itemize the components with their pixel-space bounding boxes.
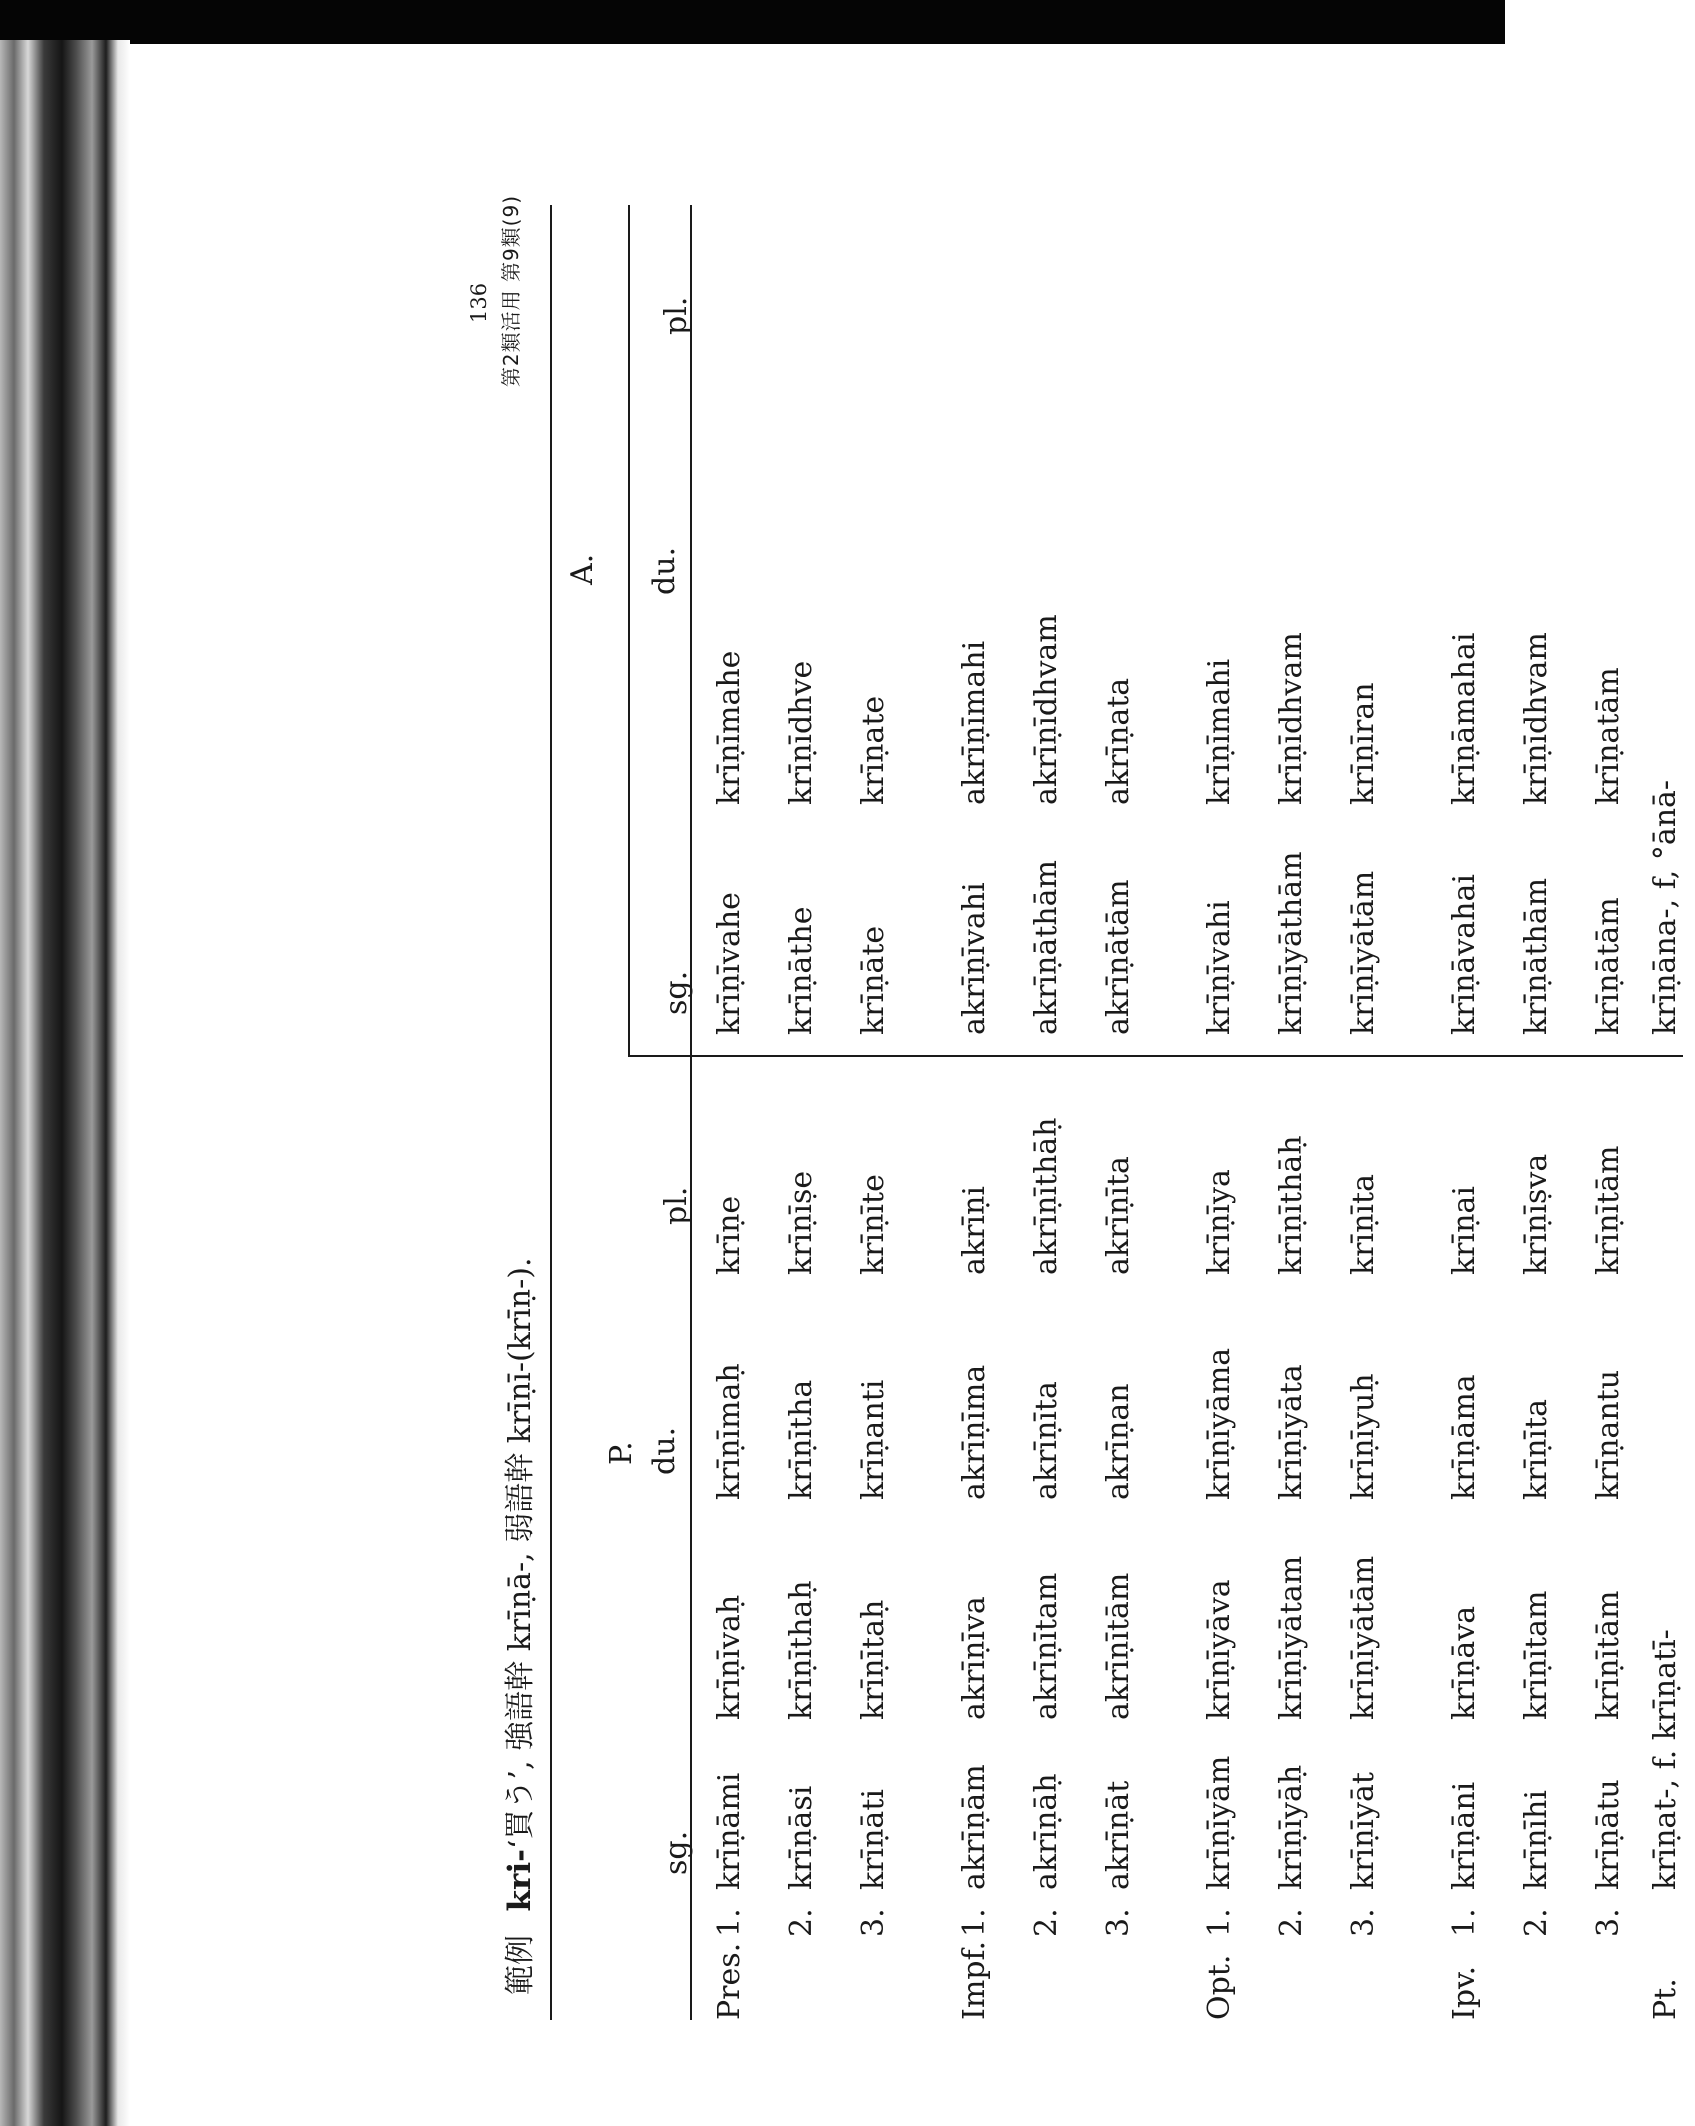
tense-label: Opt.: [1202, 1954, 1237, 2020]
verb-form: krīṇīvaḥ: [712, 1594, 747, 1720]
verb-form: akrīṇīdhvam: [1029, 614, 1064, 805]
verb-form: akrīṇātām: [1101, 879, 1136, 1035]
verb-form: krīṇīṣe: [784, 1170, 819, 1275]
verb-form: krīṇāthām: [1519, 877, 1554, 1035]
verb-form: krīṇīya: [1202, 1169, 1237, 1275]
verb-form: akrīṇīmahi: [957, 640, 992, 805]
verb-form: krīṇatām: [1591, 667, 1626, 805]
scan-top-edge: [0, 0, 1505, 44]
verb-form: krīṇāmahai: [1447, 632, 1482, 805]
verb-form: krīṇīthāḥ: [1274, 1135, 1309, 1275]
verb-form: krīṇīdhvam: [1274, 632, 1309, 805]
verb-form: krīṇantu: [1591, 1369, 1626, 1500]
verb-form: krīṇīte: [856, 1174, 891, 1275]
person-number: 1.: [957, 1908, 992, 1937]
verb-form: krīṇīmahe: [712, 650, 747, 805]
rotated-page-content: [467, 195, 1695, 2055]
verb-form: akrīṇītam: [1029, 1572, 1064, 1720]
person-number: 1.: [1447, 1908, 1482, 1937]
verb-form: krīṇāva: [1447, 1605, 1482, 1720]
title-label: 範例: [503, 1935, 538, 1995]
person-number: 3.: [1346, 1908, 1381, 1937]
column-header: sg.: [659, 970, 694, 1015]
participle-label: Pt.: [1648, 1978, 1683, 2020]
verb-form: krīṇīta: [1519, 1399, 1554, 1500]
conjugation-table: [475, 195, 1695, 2055]
person-number: 2.: [784, 1908, 819, 1937]
verb-form: akrīṇan: [1101, 1383, 1136, 1500]
verb-form: krīṇīthaḥ: [784, 1580, 819, 1720]
strong-stem: krīṇā-,: [503, 1552, 538, 1652]
verb-form: krīṇai: [1447, 1186, 1482, 1275]
verb-form: krīṇīyātām: [1346, 1555, 1381, 1720]
verb-form: krīṇīyāḥ: [1274, 1764, 1309, 1890]
verb-form: krīṇanti: [856, 1379, 891, 1500]
verb-form: krīṇītām: [1591, 1145, 1626, 1275]
participle-middle: krīṇāna-, f, °ānā-: [1648, 779, 1683, 1035]
verb-form: krīṇītām: [1591, 1590, 1626, 1720]
verb-form: akrīṇāthām: [1029, 860, 1064, 1035]
atmanepada-header-rule: [628, 205, 630, 1055]
title-root: kri-: [502, 1848, 538, 1912]
verb-form: krīṇīyātām: [1346, 870, 1381, 1035]
strong-stem-label: 強語幹: [503, 1660, 538, 1751]
verb-form: akrīṇīva: [957, 1596, 992, 1720]
verb-form: krīṇīmahi: [1202, 658, 1237, 805]
column-header: du.: [647, 1426, 682, 1475]
table-header-rule: [690, 205, 692, 2020]
voice-label-parasmaipada: P.: [604, 1441, 639, 1465]
voice-label-atmanepada: A.: [565, 553, 600, 585]
verb-form: krīṇāti: [856, 1789, 891, 1890]
verb-form: krīṇāte: [856, 925, 891, 1035]
voice-divider: [628, 1055, 1683, 1057]
verb-form: krīṇīta: [1346, 1174, 1381, 1275]
verb-form: krīṇīvahe: [712, 892, 747, 1035]
verb-form: krīṇīdhvam: [1519, 632, 1554, 805]
verb-form: krīṇāvahai: [1447, 874, 1482, 1035]
verb-form: krīṇīhi: [1519, 1790, 1554, 1890]
verb-form: krīṇīyāva: [1202, 1579, 1237, 1720]
verb-form: akrīṇītām: [1101, 1572, 1136, 1720]
verb-form: krīṇīyām: [1202, 1755, 1237, 1890]
verb-form: krīṇate: [856, 695, 891, 805]
person-number: 1.: [712, 1908, 747, 1937]
participle-active: krīṇat-, f. krīṇatī-: [1648, 1629, 1683, 1890]
verb-form: akrīṇīta: [1029, 1381, 1064, 1500]
column-header: pl.: [659, 296, 694, 335]
verb-form: krīṇāsi: [784, 1785, 819, 1890]
weak-stem: krīṇī-(krīṇ-).: [503, 1257, 538, 1444]
person-number: 2.: [1519, 1908, 1554, 1937]
verb-form: krīṇīmaḥ: [712, 1363, 747, 1500]
verb-form: krīṇīṣva: [1519, 1153, 1554, 1275]
verb-form: akrīṇām: [957, 1764, 992, 1890]
book-binding-shadow: [0, 40, 130, 2126]
verb-form: akrīṇi: [957, 1186, 992, 1275]
verb-form: krīṇīyuḥ: [1346, 1373, 1381, 1500]
verb-form: akrīṇāt: [1101, 1780, 1136, 1890]
person-number: 2.: [1029, 1908, 1064, 1937]
verb-form: akrīṇīvahi: [957, 882, 992, 1035]
column-header: sg.: [659, 1830, 694, 1875]
verb-form: akrīṇīma: [957, 1364, 992, 1500]
verb-form: krīṇātām: [1591, 897, 1626, 1035]
verb-form: krīṇīyāthām: [1274, 851, 1309, 1035]
verb-form: krīṇītam: [1519, 1590, 1554, 1720]
verb-form: krīṇītha: [784, 1379, 819, 1500]
column-header: pl.: [659, 1186, 694, 1225]
verb-form: akrīṇata: [1101, 677, 1136, 805]
verb-form: krīṇāthe: [784, 906, 819, 1035]
verb-form: krīṇīyāma: [1202, 1347, 1237, 1500]
verb-form: krīṇe: [712, 1195, 747, 1275]
person-number: 2.: [1274, 1908, 1309, 1937]
verb-form: akrīṇāḥ: [1029, 1773, 1064, 1890]
verb-form: krīṇīyāta: [1274, 1364, 1309, 1500]
tense-label: Pres.: [712, 1942, 747, 2020]
column-header: du.: [647, 546, 682, 595]
verb-form: krīṇāni: [1447, 1781, 1482, 1890]
verb-form: akrīṇīthāḥ: [1029, 1117, 1064, 1275]
verb-form: krīṇīvahi: [1202, 900, 1237, 1035]
tense-label: Ipv.: [1447, 1966, 1482, 2020]
person-number: 3.: [856, 1908, 891, 1937]
verb-form: krīṇīyātam: [1274, 1555, 1309, 1720]
verb-form: krīṇīyāt: [1346, 1772, 1381, 1890]
title-gloss: ‘買う’,: [503, 1760, 538, 1849]
person-number: 3.: [1591, 1908, 1626, 1937]
tense-label: Impf.: [957, 1940, 992, 2020]
verb-form: krīṇīdhve: [784, 660, 819, 805]
verb-form: krīṇīran: [1346, 682, 1381, 805]
person-number: 1.: [1202, 1908, 1237, 1937]
verb-form: krīṇāmi: [712, 1772, 747, 1890]
verb-form: krīṇātu: [1591, 1779, 1626, 1890]
weak-stem-label: 弱語幹: [503, 1452, 538, 1543]
running-head: 第2類活用 第9類(9): [499, 195, 523, 388]
person-number: 3.: [1101, 1908, 1136, 1937]
verb-form: akrīṇīta: [1101, 1156, 1136, 1275]
page-number: 136: [467, 282, 491, 323]
verb-form: krīṇītaḥ: [856, 1599, 891, 1720]
table-top-rule: [550, 205, 552, 2020]
verb-form: krīṇāma: [1447, 1374, 1482, 1500]
